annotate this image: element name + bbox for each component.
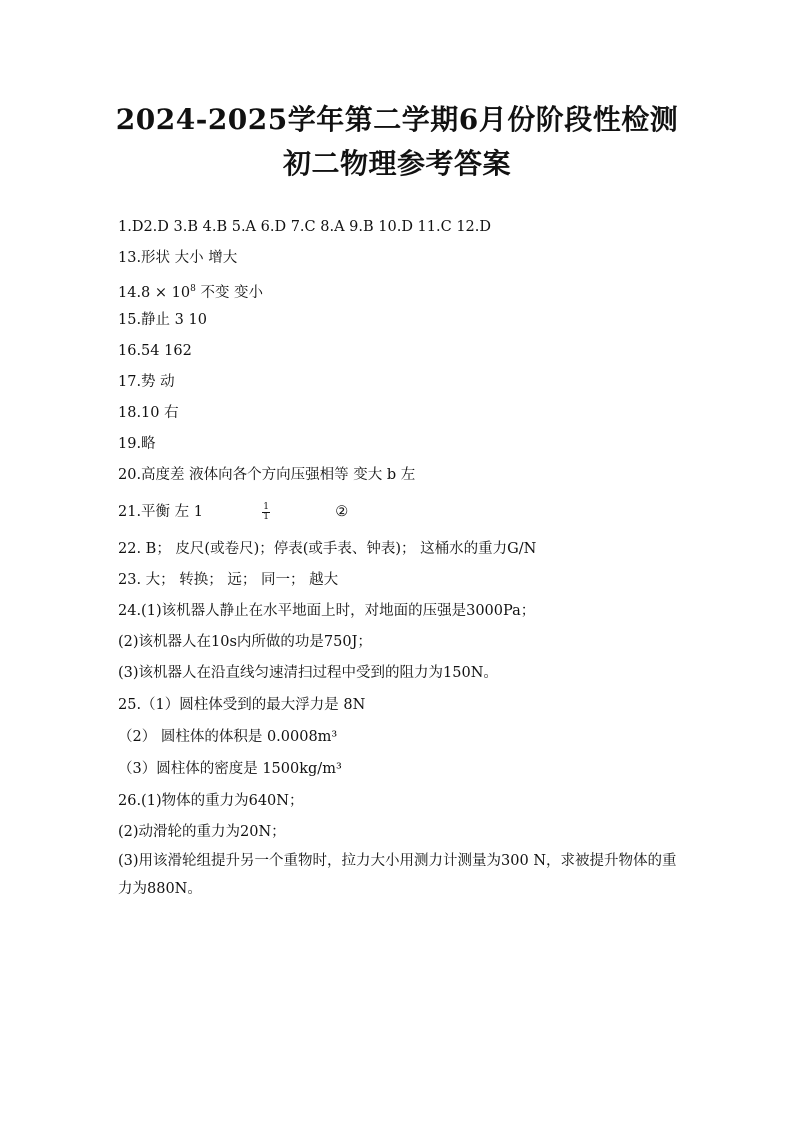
answer-26-part-1: 26.(1)物体的重力为640N；	[118, 793, 304, 809]
answer-13: 13.形状 大小 增大	[118, 250, 238, 266]
answer-21-rest: ②	[335, 504, 349, 520]
answer-26-part-2: (2)动滑轮的重力为20N；	[118, 824, 286, 840]
answer-1-12: 1.D2.D 3.B 4.B 5.A 6.D 7.C 8.A 9.B 10.D 11.C 12.D	[118, 219, 492, 235]
page-subtitle: 初二物理参考答案	[282, 147, 511, 180]
answer-21-prefix: 21.平衡 左 1	[118, 504, 204, 520]
answer-25-part-3: （3）圆柱体的密度是 1500kg/m³	[118, 761, 342, 777]
answer-21-fraction	[262, 503, 270, 522]
answer-14-exponent: 8	[190, 284, 196, 294]
answer-22: 22. B； 皮尺(或卷尺)；停表(或手表、钟表)； 这桶水的重力G/N	[118, 541, 537, 557]
answer-24-part-2: (2)该机器人在10s内所做的功是750J；	[118, 634, 372, 650]
answer-15: 15.静止 3 10	[118, 312, 207, 328]
answer-24-part-3: (3)该机器人在沿直线匀速清扫过程中受到的阻力为150N。	[118, 665, 498, 681]
answer-21	[118, 502, 348, 522]
answer-24-part-1: 24.(1)该机器人静止在水平地面上时，对地面的压强是3000Pa；	[118, 603, 536, 619]
answer-25-part-1: 25.（1）圆柱体受到的最大浮力是 8N	[118, 697, 366, 713]
answer-16: 16.54 162	[118, 343, 192, 359]
answer-26-part-3: (3)用该滑轮组提升另一个重物时，拉力大小用测力计测量为300 N，求被提升物体的重力为880N。	[118, 853, 677, 897]
answer-14-rest: 不变 变小	[195, 285, 264, 301]
answer-19: 19.略	[118, 436, 156, 452]
answer-17: 17.势 动	[118, 374, 175, 390]
answer-20: 20.高度差 液体向各个方向压强相等 变大 b 左	[118, 467, 416, 483]
answer-23: 23. 大； 转换； 远； 同一； 越大	[118, 572, 339, 588]
answer-18: 18.10 右	[118, 405, 179, 421]
fraction-numerator: 1	[263, 501, 269, 512]
answer-14-prefix: 14.8 × 10	[118, 285, 191, 301]
fraction-denominator: 1	[263, 511, 269, 522]
answer-14	[118, 279, 263, 303]
answer-25-part-2: （2） 圆柱体的体积是 0.0008m³	[118, 729, 338, 745]
page-title: 2024-2025学年第二学期6月份阶段性检测	[115, 103, 679, 136]
